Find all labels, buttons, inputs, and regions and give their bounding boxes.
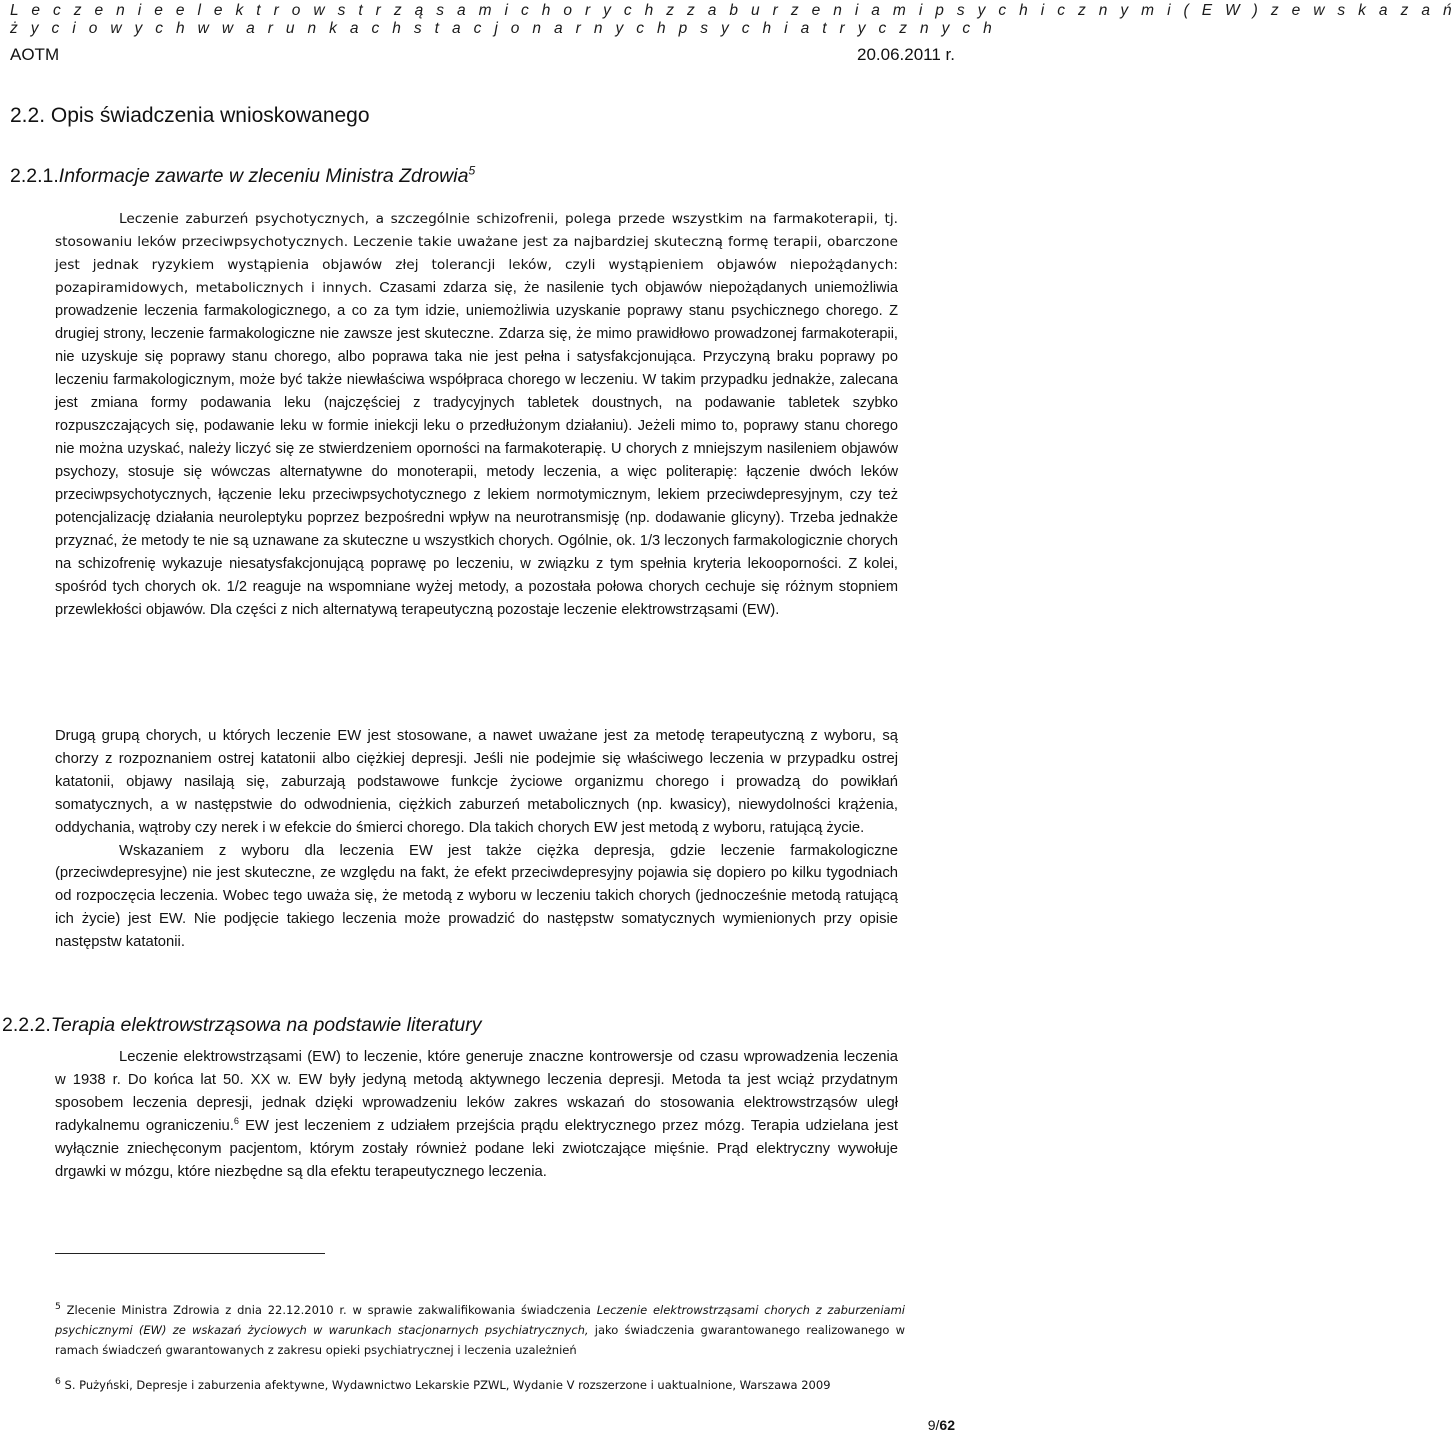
body-block-2 — [55, 725, 898, 954]
footnote-text: Zlecenie Ministra Zdrowia z dnia 22.12.2010 r. w sprawie zakwalifikowania świadczenia — [60, 1303, 597, 1317]
running-header-line-1: L e c z e n i e e l e k t r o w s t r z ą s a m i c h o r y c h z z a b u r z e n i a m i p s y c h i c z n y m i ( E W ) z e w s k a z a ń — [10, 2, 1456, 19]
subsection-1-title — [10, 164, 475, 188]
header-org: AOTM — [10, 45, 60, 64]
running-header-line-2: ż y c i o w y c h w w a r u n k a c h s t a c j o n a r n y c h p s y c h i a t r y c z n y c h — [10, 20, 997, 37]
paragraph: Drugą grupą chorych, u których leczenie EW jest stosowane, a nawet uważane jest za metodę terapeutyczną z wyboru, są chorzy z rozpoznaniem ostrej katatonii albo ciężkiej depresji. Jeśli nie podejmie się właściwego leczenia w przypadku ostrej katatonii, objawy nasilają się, zaburzają podstawowe funkcje życiowe organizmu chorego i prowadzą do powikłań somatycznych, a w następstwie do odwodnienia, ciężkich zaburzeń metabolicznych (np. kwasicy), niewydolności krążenia, oddychania, wątroby czy nerek i w efekcie do śmierci chorego. Dla takich chorych EW jest metodą z wyboru, ratującą życie. — [55, 728, 898, 836]
footnote-5 — [55, 1300, 905, 1360]
footnotes — [55, 1300, 905, 1410]
paragraph-segment: Leczenie takie uważane jest za najbardziej skuteczną formę terapii, obarczone jest jednak ryzykiem wystąpienia objawów złej tolerancji leków, czyli wystąpieniem objawów niepożądanych: pozapiramidowych, metabolicznych i innych. — [55, 234, 898, 296]
paragraph: Wskazaniem z wyboru dla leczenia EW jest także ciężka depresja, gdzie leczenie farmakologiczne (przeciwdepresyjne) nie jest skuteczne, ze względu na fakt, że efekt przeciwdepresyjny pojawia się dopiero po kilku tygodniach od rozpoczęcia leczenia. Wobec tego uważa się, że metodą z wyboru w leczeniu takich chorych (jednocześnie metodą ratującą ich życie) jest EW. Nie podjęcie takiego leczenia może prowadzić do następstw somatycznych wymienionych przy opisie następstw katatonii. — [55, 842, 898, 951]
paragraph — [55, 208, 898, 622]
header-date: 20.06.2011 r. — [857, 45, 955, 64]
page-current: 9 — [927, 1417, 936, 1433]
footnote-text: S. Pużyński, Depresje i zaburzenia afektywne, Wydawnictwo Lekarskie PZWL, Wydanie V rozszerzone i uaktualnione, Warszawa 2009 — [60, 1378, 831, 1392]
subsection-2-text: Terapia elektrowstrząsowa na podstawie literatury — [50, 1014, 482, 1036]
subsection-2-title — [2, 1013, 481, 1037]
paragraph-segment: Leczenie elektrowstrząsami (EW) to leczenie, które generuje znaczne kontrowersje od czasu wprowadzenia leczenia w 1938 r. Do końca lat 50. XX w. EW były jedyną metodą aktywnego leczenia depresji. Metoda ta jest wciąż przydatnym sposobem leczenia depresji, jednak dzięki wprowadzeniu leków zakres wskazań do stosowania elektrowstrząsów uległ radykalnemu ograniczeniu. — [55, 1049, 898, 1134]
paragraph-segment: Czasami zdarza się, że nasilenie tych objawów niepożądanych uniemożliwia prowadzenie leczenia farmakologicznego, a co za tym idzie, uniemożliwia uzyskanie poprawy stanu psychicznego chorego. Z drugiej strony, leczenie farmakologiczne nie zawsze jest skuteczne. Zdarza się, że mimo prawidłowo prowadzonej farmakoterapii, nie uzyskuje się poprawy stanu chorego, albo poprawa taka nie jest pełna i satysfakcjonująca. Przyczyną braku poprawy po leczeniu farmakologicznym, może być także niewłaściwa współpraca chorego w leczeniu. W takim przypadku jednakże, zalecana jest zmiana formy podawania leku (najczęściej z tradycyjnych tabletek doustnych, na podawanie tabletek szybko rozpuszczających się, podawanie leku w formie iniekcji leku o przedłużonym działaniu). Jeżeli mimo to, poprawy stanu chorego nie można uzyskać, należy liczyć się ze stwierdzeniem oporności na farmakoterapię. U chorych z mniejszym nasileniem objawów psychozy, stosuje się wówczas alternatywne do monoterapii, metody leczenia, a więc politerapię: łączenie dwóch leków przeciwpsychotycznych, łączenie leku przeciwpsychotycznego z lekiem normotymicznym, lekiem przeciwdepresyjnym, czy też potencjalizację działania neuroleptyku poprzez bezpośredni wpływ na neurotransmisję (np. dodawanie glicyny). Trzeba jednakże przyznać, że metody te nie są uznawane za skuteczne u wszystkich chorych. Ogólnie, ok. 1/3 leczonych farmakologicznie chorych na schizofrenię wykazuje niesatysfakcjonującą poprawę po leczeniu, w związku z tym spełnia kryteria lekooporności. Z kolei, spośród tych chorych ok. 1/2 reaguje na wspomniane wyżej metody, a pozostała połowa chorych cechuje się różnym stopniem przewlekłości objawów. Dla części z nich alternatywą terapeutyczną pozostaje leczenie elektrowstrząsami (EW). — [55, 280, 898, 618]
footnote-number: 5 — [55, 1301, 61, 1313]
page-number — [928, 1417, 955, 1433]
subsection-1-text: Informacje zawarte w zleceniu Ministra Zdrowia — [58, 165, 469, 187]
paragraph-segment: EW jest leczeniem z udziałem przejścia prądu elektrycznego przez mózg. Terapia udzielana jest wyłącznie zniechęconym pacjentom, którym zostały również podane leki zwiotczające mięśnie. Prąd elektryczny wywołuje drgawki w mózgu, które niezbędne są dla efektu terapeutycznego leczenia. — [55, 1117, 898, 1180]
paragraph-segment: Leczenie zaburzeń psychotycznych, a szczególnie schizofrenii, polega przede wszystkim na farmakoterapii, tj. stosowaniu leków przeciwpsychotycznych. — [55, 211, 898, 250]
footnote-ref-5[interactable]: 5 — [468, 163, 476, 178]
subsection-1-number: 2.2.1. — [10, 165, 59, 187]
running-header-title — [10, 2, 1456, 38]
footnote-ref-6[interactable]: 6 — [233, 1115, 239, 1126]
paragraph — [55, 1046, 898, 1183]
body-block-1 — [55, 208, 898, 622]
footnote-italic-title: Leczenie elektrowstrząsami chorych z zaburzeniami psychicznymi (EW) ze wskazań życiowych w warunkach stacjonarnych psychiatrycznych, — [55, 1303, 905, 1337]
page-total: 62 — [939, 1417, 955, 1433]
page-separator: / — [935, 1417, 940, 1433]
subsection-2-number: 2.2.2. — [2, 1014, 51, 1036]
footnote-text-tail: jako świadczenia gwarantowanego realizowanego w ramach świadczeń gwarantowanych z zakresu opieki psychiatrycznej i leczenia uzależnień — [55, 1323, 906, 1357]
footnote-separator — [55, 1253, 325, 1254]
section-title: 2.2. Opis świadczenia wnioskowanego — [10, 104, 370, 127]
footnote-6 — [55, 1375, 905, 1395]
body-block-3 — [55, 1046, 898, 1183]
footnote-number: 6 — [55, 1376, 61, 1388]
